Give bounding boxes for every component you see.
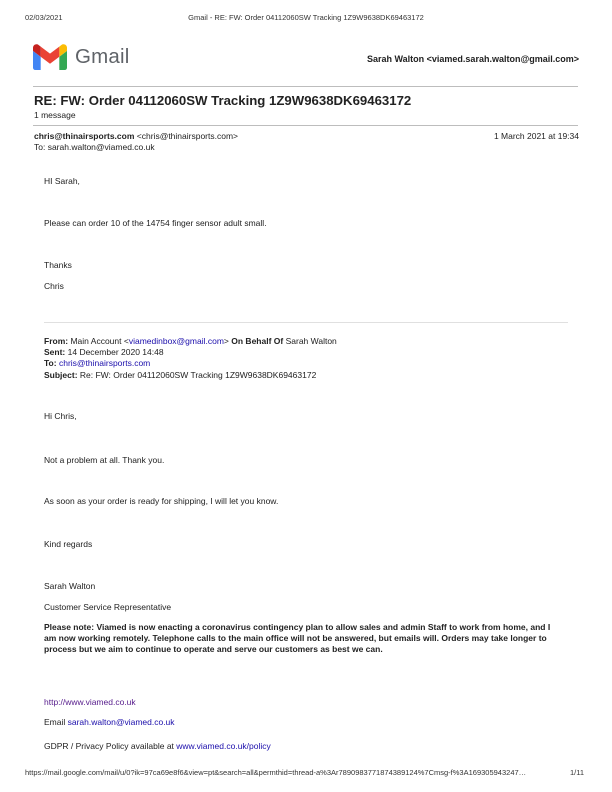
message-date: 1 March 2021 at 19:34 — [493, 131, 579, 141]
policy-link[interactable]: www.viamed.co.uk/policy — [176, 741, 271, 751]
subject-label: Subject: — [44, 370, 78, 380]
header-divider — [33, 86, 578, 87]
account-label: Sarah Walton <viamed.sarah.walton@gmail.com> — [366, 54, 579, 64]
signature-title: Customer Service Representative — [44, 602, 172, 612]
from-email-link[interactable]: viamedinbox@gmail.com — [128, 336, 224, 346]
print-url: https://mail.google.com/mail/u/0?ik=97ca69e8f6&view=pt&search=all&permthid=thread-a%3Ar7890983771874389124%7Cmsg-f%3A169305943247… — [25, 768, 527, 777]
quoted-sent — [44, 347, 164, 357]
message-divider — [33, 125, 578, 126]
greeting: HI Sarah, — [44, 176, 80, 186]
quoted-subject — [44, 370, 316, 380]
from-value: Main Account < — [70, 336, 129, 346]
notice-text: Viamed is now enacting a coronavirus contingency plan to allow sales and admin Staff to work from home, and I am now working remotely. Telephone calls to the main office will not be answered, but emails will. Orders may take longer to process but we aim to continue to operate and serve our customers as best we can. — [44, 622, 551, 654]
email-label: Email — [44, 717, 68, 727]
quoted-line: Not a problem at all. Thank you. — [44, 455, 165, 465]
quoted-greeting: Hi Chris, — [44, 411, 77, 421]
website-link[interactable]: http://www.viamed.co.uk — [44, 697, 136, 707]
gdpr-label: GDPR / Privacy Policy available at — [44, 741, 177, 751]
signature-name: Sarah Walton — [44, 581, 96, 591]
sender-name: chris@thinairsports.com — [34, 131, 135, 141]
coronavirus-notice — [44, 622, 564, 655]
behalf-label: On Behalf Of — [231, 336, 284, 346]
gdpr-line — [44, 741, 271, 751]
quoted-line: As soon as your order is ready for shipping, I will let you know. — [44, 496, 279, 506]
to-label: To: — [44, 358, 57, 368]
page-number: 1/11 — [569, 768, 584, 777]
body-line: Please can order 10 of the 14754 finger sensor adult small. — [44, 218, 267, 228]
signature: Chris — [44, 281, 64, 291]
from-close: > — [223, 336, 229, 346]
sent-value: 14 December 2020 14:48 — [67, 347, 164, 357]
closing: Thanks — [44, 260, 72, 270]
print-title: Gmail - RE: FW: Order 04112060SW Tracking 1Z9W9638DK69463172 — [188, 13, 424, 22]
from-label: From: — [44, 336, 69, 346]
message-to: To: sarah.walton@viamed.co.uk — [34, 142, 155, 152]
message-from — [34, 131, 238, 141]
to-email-link[interactable]: chris@thinairsports.com — [58, 358, 151, 368]
quoted-regards: Kind regards — [44, 539, 93, 549]
quoted-to — [44, 358, 150, 368]
subject-value: Re: FW: Order 04112060SW Tracking 1Z9W9638DK69463172 — [79, 370, 317, 380]
email-line — [44, 717, 175, 727]
message-count: 1 message — [34, 110, 76, 120]
gmail-wordmark: Gmail — [75, 45, 130, 68]
sent-label: Sent: — [44, 347, 66, 357]
quote-divider — [44, 322, 568, 323]
notice-label: Please note: — [44, 622, 95, 632]
sender-email: <chris@thinairsports.com> — [136, 131, 239, 141]
gmail-m-icon — [33, 44, 67, 70]
email-link[interactable]: sarah.walton@viamed.co.uk — [67, 717, 175, 727]
website-line — [44, 697, 136, 707]
quoted-from — [44, 336, 337, 346]
print-date: 02/03/2021 — [25, 13, 63, 22]
thread-subject: RE: FW: Order 04112060SW Tracking 1Z9W9638DK69463172 — [34, 93, 412, 108]
behalf-value: Sarah Walton — [285, 336, 337, 346]
